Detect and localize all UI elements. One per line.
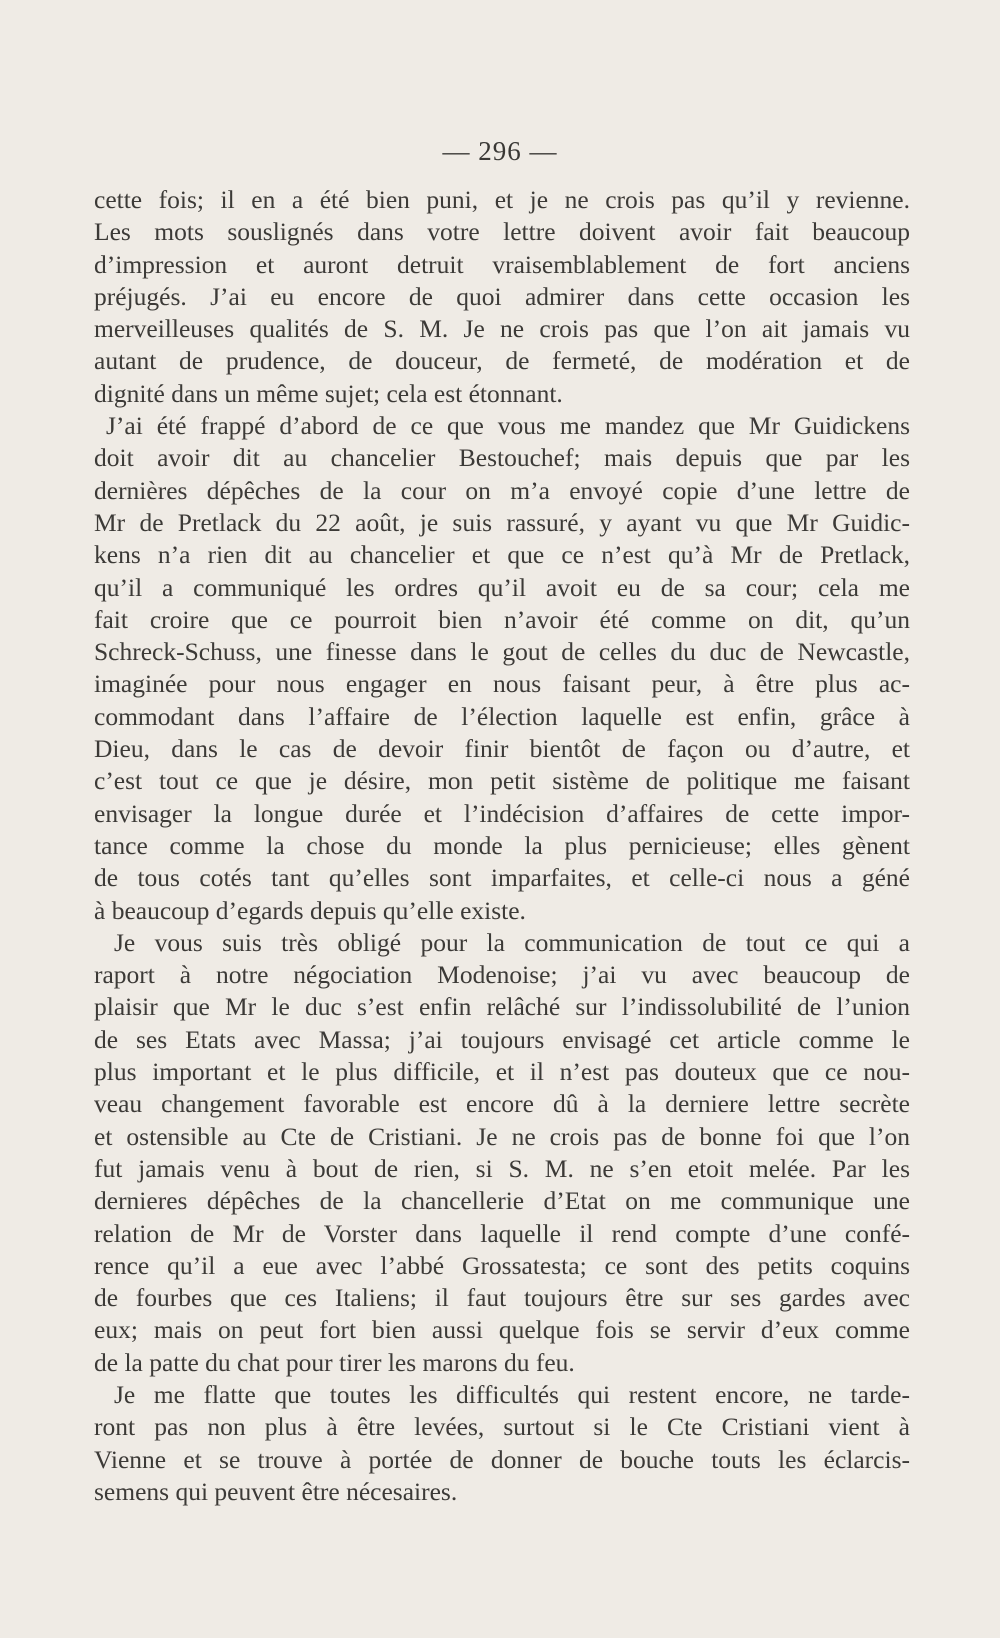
text-line: commodant dans l’affaire de l’élection laquelle est enfin, grâce à [94,701,910,731]
text-line: relation de Mr de Vorster dans laquelle il rend compte d’une confé- [94,1218,910,1248]
text-line: imaginée pour nous engager en nous faisant peur, à être plus ac- [94,669,910,699]
text-line: Schreck-Schuss, une finesse dans le gout de celles du duc de Newcastle, [94,637,910,667]
page-number: — 296 — [442,136,558,166]
body-text [94,184,910,1508]
text-line: de fourbes que ces Italiens; il faut toujours être sur ses gardes avec [94,1283,910,1313]
text-line: Les mots souslignés dans votre lettre doivent avoir fait beaucoup [94,217,910,247]
text-line: et ostensible au Cte de Cristiani. Je ne crois pas de bonne foi que l’on [94,1121,910,1151]
text-line: semens qui peuvent être nécesaires. [94,1476,458,1506]
text-line: c’est tout ce que je désire, mon petit sistème de politique me faisant [94,766,910,796]
text-line: ront pas non plus à être levées, surtout si le Cte Cristiani vient à [94,1412,910,1442]
text-line: qu’il a communiqué les ordres qu’il avoit eu de sa cour; cela me [94,572,910,602]
text-line: tance comme la chose du monde la plus pernicieuse; elles gènent [94,830,910,860]
text-line: autant de prudence, de douceur, de fermeté, de modération et de [94,346,910,376]
text-line: envisager la longue durée et l’indécision d’affaires de cette impor- [94,798,910,828]
text-line: Je me flatte que toutes les difficultés qui restent encore, ne tarde- [114,1379,910,1409]
text-line: dignité dans un même sujet; cela est étonnant. [94,378,563,408]
text-line: fait croire que ce pourroit bien n’avoir été comme on dit, qu’un [94,604,910,634]
text-line: de ses Etats avec Massa; j’ai toujours envisagé cet article comme le [94,1024,910,1054]
text-line: plaisir que Mr le duc s’est enfin relâché sur l’indissolubilité de l’union [94,992,910,1022]
text-line: Dieu, dans le cas de devoir finir bientôt de façon ou d’autre, et [94,734,910,764]
text-line: raport à notre négociation Modenoise; j’ai vu avec beaucoup de [94,960,910,990]
text-line: merveilleuses qualités de S. M. Je ne crois pas que l’on ait jamais vu [94,314,910,344]
text-line: dernieres dépêches de la chancellerie d’Etat on me communique une [94,1186,910,1216]
text-line: eux; mais on peut fort bien aussi quelque fois se servir d’eux comme [94,1315,910,1345]
text-line: Vienne et se trouve à portée de donner de bouche touts les éclarcis- [94,1444,910,1474]
text-line: plus important et le plus difficile, et il n’est pas douteux que ce nou- [94,1057,910,1087]
text-line: rence qu’il a eue avec l’abbé Grossatesta; ce sont des petits coquins [94,1250,910,1280]
text-line: de la patte du chat pour tirer les marons du feu. [94,1347,575,1377]
text-line: veau changement favorable est encore dû à la derniere lettre secrète [94,1089,910,1119]
text-line: dernières dépêches de la cour on m’a envoyé copie d’une lettre de [94,475,910,505]
text-line: J’ai été frappé d’abord de ce que vous me mandez que Mr Guidickens [106,411,910,441]
text-line: cette fois; il en a été bien puni, et je ne crois pas qu’il y revienne. [94,185,910,214]
text-line: Je vous suis très obligé pour la communication de tout ce qui a [114,927,910,957]
text-line: d’impression et auront detruit vraisemblablement de fort anciens [94,249,910,279]
text-line: de tous cotés tant qu’elles sont imparfaites, et celle-ci nous a géné [94,863,910,893]
text-line: fut jamais venu à bout de rien, si S. M. ne s’en etoit melée. Par les [94,1153,910,1183]
text-line: Mr de Pretlack du 22 août, je suis rassuré, y ayant vu que Mr Guidic- [94,507,910,537]
text-line: doit avoir dit au chancelier Bestouchef; mais depuis que par les [94,443,910,473]
text-line: à beaucoup d’egards depuis qu’elle existe. [94,895,526,925]
text-line: kens n’a rien dit au chancelier et que ce n’est qu’à Mr de Pretlack, [94,540,910,570]
text-line: préjugés. J’ai eu encore de quoi admirer dans cette occasion les [94,281,910,311]
